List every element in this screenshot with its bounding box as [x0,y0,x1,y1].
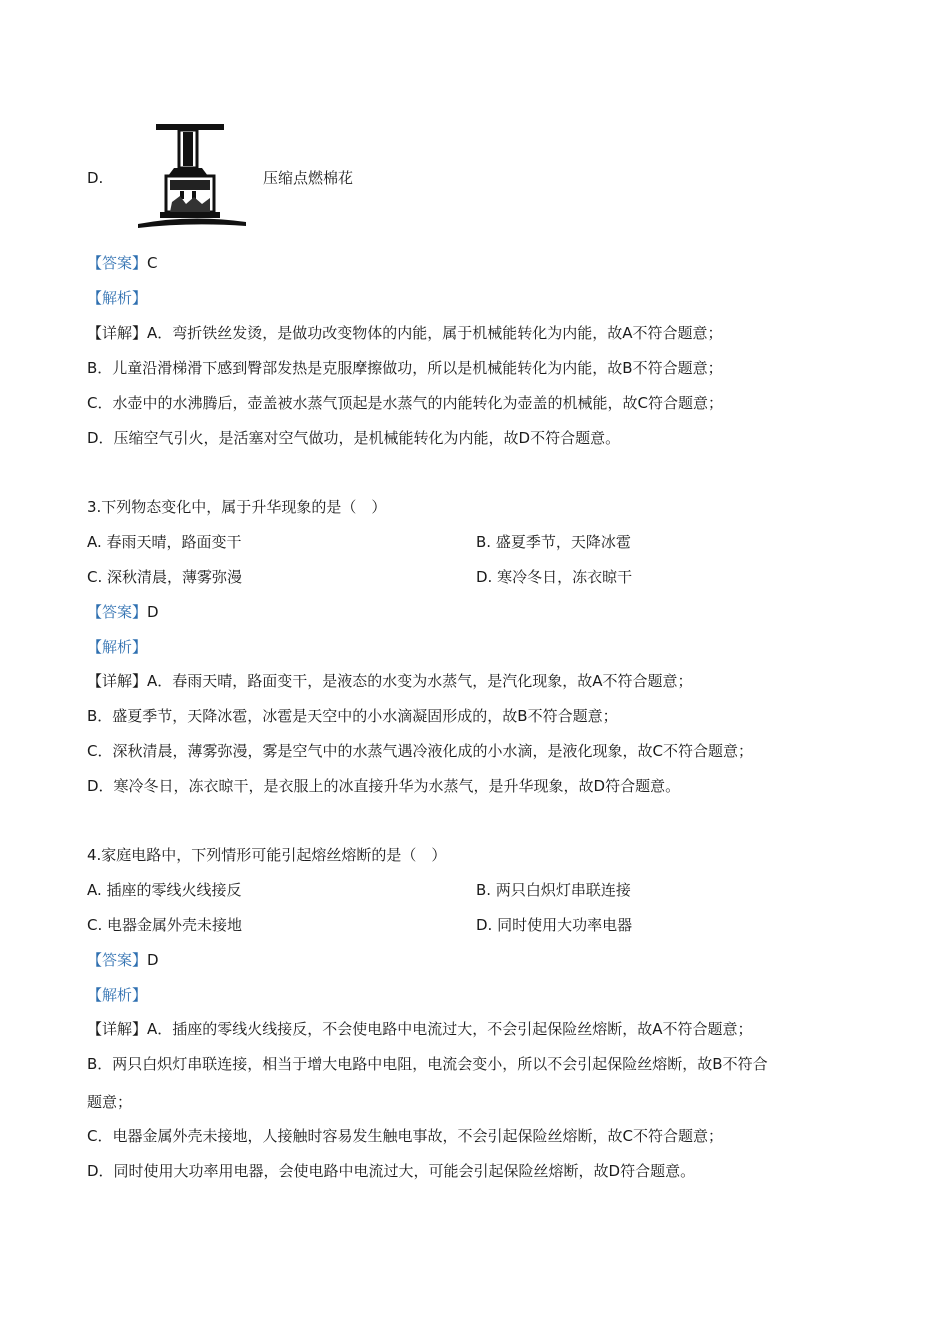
q2-detail-line: D．压缩空气引火，是活塞对空气做功，是机械能转化为内能，故D不符合题意。 [87,429,621,447]
q4-detail-line: 题意； [87,1093,133,1111]
detail-text: A．弯折铁丝发烫，是做功改变物体的内能，属于机械能转化为内能，故A不符合题意； [147,324,723,342]
q2-detail-line [87,322,723,344]
answer-value: D [147,951,159,969]
q2-analysis-tag: 【解析】 [87,289,148,307]
q3-option-d: D. 寒冷冬日，冻衣晾干 [476,568,633,586]
answer-tag: 【答案】 [87,254,148,272]
q2-detail-line: C．水壶中的水沸腾后，壶盖被水蒸气顶起是水蒸气的内能转化为壶盖的机械能，故C符合题意； [87,394,723,412]
q4-option-a: A. 插座的零线火线接反 [87,881,242,899]
q2-answer [87,252,158,274]
answer-tag: 【答案】 [87,951,148,969]
q3-option-a: A. 春雨天晴，路面变干 [87,533,242,551]
q4-question: 4.家庭电路中，下列情形可能引起熔丝熔断的是（ ） [87,846,447,864]
q3-detail-line [87,670,693,692]
q2-detail-line: B．儿童沿滑梯滑下感到臀部发热是克服摩擦做功，所以是机械能转化为内能，故B不符合题意； [87,359,723,377]
detail-tag: 【详解】 [87,672,148,690]
q4-option-d: D. 同时使用大功率电器 [476,916,633,934]
q4-detail-line: D．同时使用大功率用电器，会使电路中电流过大，可能会引起保险丝熔断，故D符合题意。 [87,1162,696,1180]
q3-analysis-tag: 【解析】 [87,638,148,656]
q3-option-b: B. 盛夏季节，天降冰雹 [476,533,631,551]
detail-text: A．春雨天晴，路面变干，是液态的水变为水蒸气，是汽化现象，故A不符合题意； [147,672,693,690]
detail-text: A．插座的零线火线接反，不会使电路中电流过大，不会引起保险丝熔断，故A不符合题意； [147,1020,753,1038]
q4-detail-line: C．电器金属外壳未接地，人接触时容易发生触电事故，不会引起保险丝熔断，故C不符合题意； [87,1127,723,1145]
q3-option-c: C. 深秋清晨，薄雾弥漫 [87,568,243,586]
q3-answer [87,601,159,623]
answer-tag: 【答案】 [87,603,148,621]
q3-detail-line: C．深秋清晨，薄雾弥漫，雾是空气中的水蒸气遇冷液化成的小水滴，是液化现象，故C不符合题意； [87,742,753,760]
compression-cylinder-image [130,118,256,233]
option-d-label: D. [87,169,104,187]
q4-detail-line: B．两只白炽灯串联连接，相当于增大电路中电阻，电流会变小，所以不会引起保险丝熔断，故B不符合 [87,1055,768,1073]
q3-detail-line: B．盛夏季节，天降冰雹，冰雹是天空中的小水滴凝固形成的，故B不符合题意； [87,707,618,725]
detail-tag: 【详解】 [87,1020,148,1038]
q4-option-c: C. 电器金属外壳未接地 [87,916,243,934]
detail-tag: 【详解】 [87,324,148,342]
q3-detail-line: D．寒冷冬日，冻衣晾干，是衣服上的冰直接升华为水蒸气，是升华现象，故D符合题意。 [87,777,681,795]
q4-analysis-tag: 【解析】 [87,986,148,1004]
q3-question: 3.下列物态变化中，属于升华现象的是（ ） [87,498,387,516]
option-d-caption: 压缩点燃棉花 [263,169,354,187]
q4-option-b: B. 两只白炽灯串联连接 [476,881,631,899]
answer-value: C [147,254,158,272]
answer-value: D [147,603,159,621]
q4-answer [87,949,159,971]
q4-detail-line [87,1018,753,1040]
